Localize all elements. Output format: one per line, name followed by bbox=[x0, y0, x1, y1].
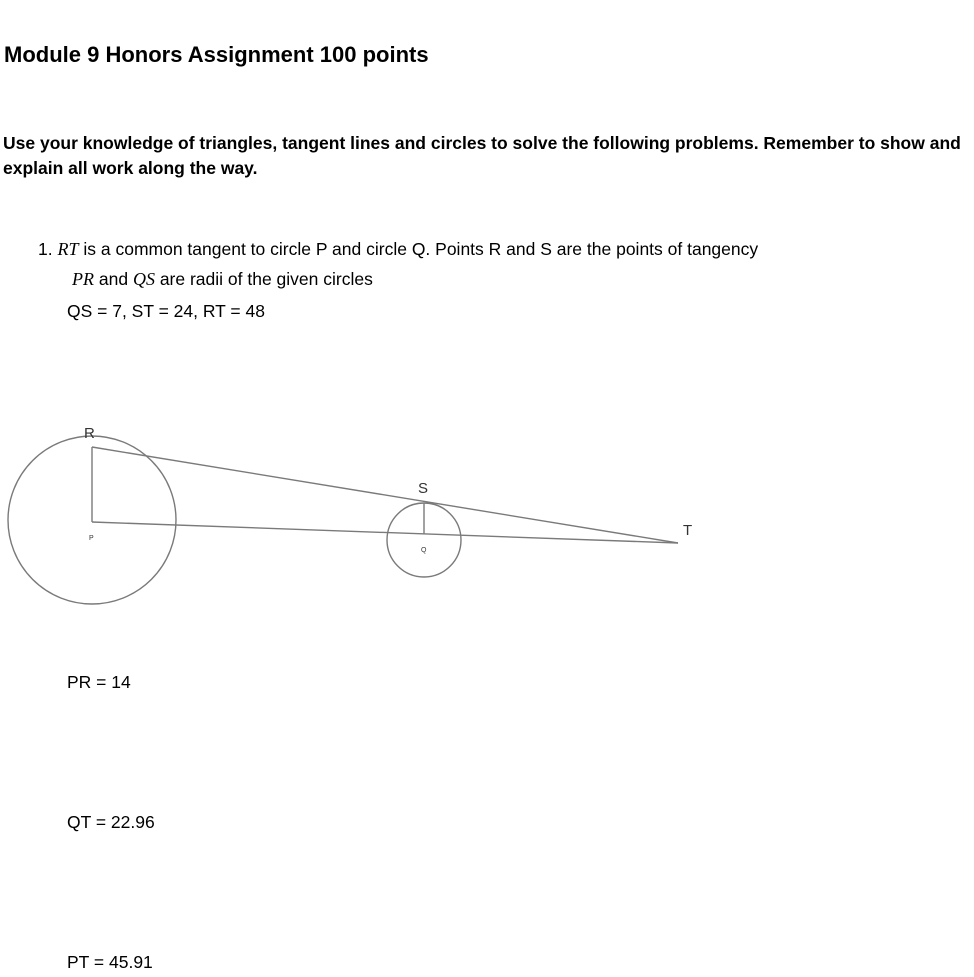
answer-pr: PR = 14 bbox=[67, 672, 131, 692]
and-word: and bbox=[98, 269, 129, 289]
radius-qs-label: QS bbox=[132, 269, 155, 289]
answer-qt: QT = 22.96 bbox=[67, 812, 155, 832]
label-q: Q bbox=[421, 547, 427, 554]
tangent-segment-label: RT bbox=[57, 239, 79, 259]
radius-pr-label: PR bbox=[72, 269, 94, 289]
answer-pt: PT = 45.91 bbox=[67, 952, 153, 972]
radii-text: are radii of the given circles bbox=[159, 269, 373, 289]
page-title: Module 9 Honors Assignment 100 points bbox=[4, 42, 429, 67]
problem-1-statement bbox=[38, 239, 758, 260]
problem-1-radii-line bbox=[72, 269, 373, 290]
instructions-text: Use your knowledge of triangles, tangent lines and circles to solve the following problems. Remember to show and explain all work along the way. bbox=[3, 133, 961, 178]
tangent-line-rt bbox=[92, 447, 678, 543]
label-s: S bbox=[418, 480, 429, 497]
given-values: QS = 7, ST = 24, RT = 48 bbox=[67, 301, 265, 321]
label-t: T bbox=[683, 522, 693, 539]
problem-1-text: is a common tangent to circle P and circle Q. Points R and S are the points of tangency bbox=[83, 239, 759, 259]
label-r: R bbox=[84, 425, 95, 442]
problem-number: 1. bbox=[38, 239, 53, 259]
line-pt bbox=[92, 522, 678, 543]
tangent-circles-diagram bbox=[0, 410, 974, 630]
label-p: P bbox=[89, 535, 94, 542]
